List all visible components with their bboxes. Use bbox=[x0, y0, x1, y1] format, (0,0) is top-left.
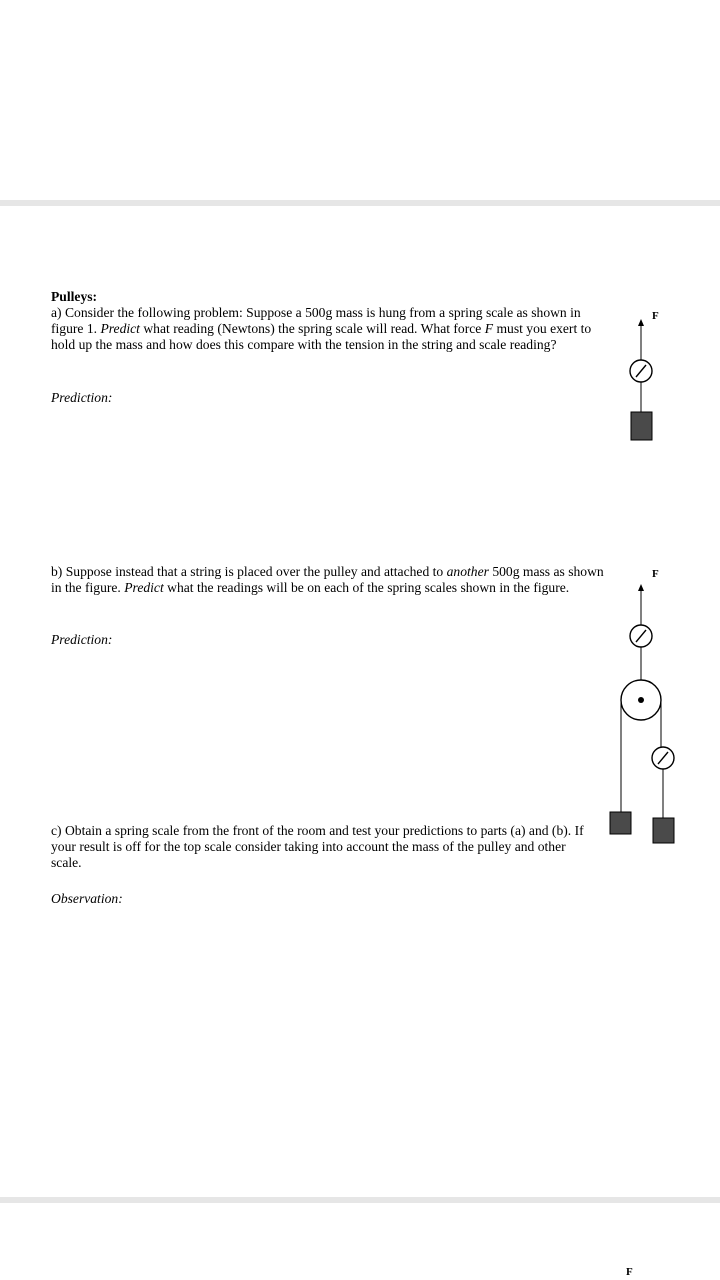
figure-2-left-mass bbox=[610, 812, 631, 834]
figure-2-pulley-system bbox=[600, 562, 700, 847]
next-page-peek-text: F bbox=[626, 1266, 633, 1278]
part-a-text-2: what reading (Newtons) the spring scale will read. What force bbox=[139, 321, 485, 336]
figure-1-force-label: F bbox=[652, 310, 659, 322]
part-a-emph-2: F bbox=[484, 321, 494, 336]
part-b-text-3: what the readings will be on each of the spring scales shown in the figure. bbox=[163, 580, 570, 595]
part-c-text: c) Obtain a spring scale from the front of the room and test your predictions to parts (a) and (b). If your result is off for the top scale consider taking into account the mass of the pulley and other scale. bbox=[51, 823, 584, 870]
page-separator-bottom bbox=[0, 1197, 720, 1203]
part-b-text-1: b) Suppose instead that a string is placed over the pulley and attached to bbox=[51, 564, 447, 579]
figure-1-spring-scale bbox=[600, 298, 690, 448]
part-a-emph-1: Predict bbox=[100, 321, 140, 336]
part-b-emph-1: another bbox=[446, 564, 489, 579]
section-title: Pulleys: bbox=[51, 289, 98, 304]
part-b-paragraph bbox=[51, 564, 606, 596]
part-a-text-3: must you exert to hold up the mass and how does this compare with the tension in the string and scale reading? bbox=[51, 321, 592, 352]
part-b-emph-2: Predict bbox=[124, 580, 164, 595]
part-c-paragraph bbox=[51, 823, 591, 871]
document-page bbox=[0, 206, 720, 1197]
part-a-text-1: a) Consider the following problem: Suppose a 500g mass is hung from a spring scale as shown in figure 1. bbox=[51, 305, 581, 336]
figure-2-force-label: F bbox=[652, 568, 659, 580]
part-b-text-2: 500g mass as shown in the figure. bbox=[51, 564, 604, 595]
part-c-observation-label: Observation: bbox=[51, 891, 123, 906]
part-a-prediction-label: Prediction: bbox=[51, 390, 113, 405]
part-b-prediction-label: Prediction: bbox=[51, 632, 113, 647]
figure-1-mass bbox=[631, 412, 652, 440]
figure-2-pulley-axle bbox=[638, 697, 644, 703]
part-a-paragraph bbox=[51, 289, 606, 353]
figure-2-right-mass bbox=[653, 818, 674, 843]
